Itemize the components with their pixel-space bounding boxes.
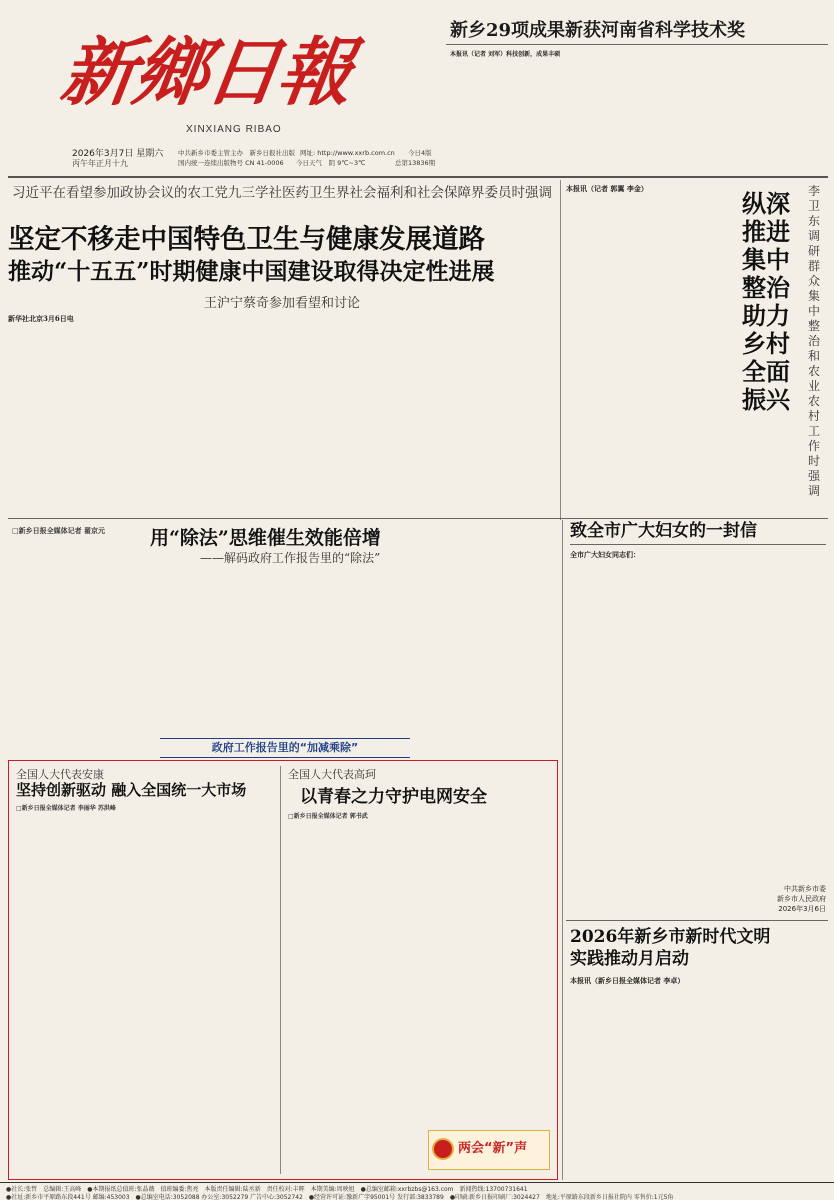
series-label-banner: 政府工作报告里的“加减乘除” (160, 738, 410, 758)
lead-title-line1: 坚定不移走中国特色卫生与健康发展道路 (8, 224, 485, 255)
weather: 今日天气 阴 9℃~3℃ (296, 159, 366, 167)
rural-byline: 本报讯（记者 郭翼 李金） (566, 184, 648, 193)
commentary-body-col4 (350, 572, 452, 734)
npc-label-1: 全国人大代表安康 (16, 768, 104, 781)
npc-body-1b (148, 804, 274, 1174)
rural-title: 纵深推进集中整治助力乡村全面振兴 (742, 189, 790, 414)
commentary-body-col2 (138, 572, 238, 734)
npc-body-2a (288, 824, 418, 1174)
rural-kicker: 李卫东调研群众集中整治和农业农村工作时强调 (808, 184, 821, 498)
edition-count: 今日4版 (408, 149, 432, 157)
commentary-subtitle: ——解码政府工作报告里的“除法” (200, 551, 381, 565)
top-story-body-col1 (450, 60, 570, 172)
letter-salutation: 全市广大妇女同志们： (570, 550, 640, 559)
letter-body-col2 (700, 550, 826, 880)
npc-title-2: 以青春之力守护电网安全 (300, 787, 487, 807)
website: 网址: http://www.xxrb.com.cn (300, 149, 395, 157)
commentary-body-col3 (244, 572, 344, 734)
lead-dateline: 新华社北京3月6日电 (8, 314, 74, 323)
top-story-body-col3 (702, 50, 826, 172)
lead-body-col1 (8, 324, 104, 512)
divider (570, 544, 826, 545)
commentary-title: 用“除法”思维催生效能倍增 (150, 527, 381, 549)
issue-number: 总第13836期 (395, 159, 436, 167)
divider (562, 520, 563, 1180)
lead-title-line2: 推动“十五五”时期健康中国建设取得决定性进展 (8, 258, 495, 285)
campaign-byline: 本报讯（新乡日报全媒体记者 李卓） (570, 976, 685, 985)
divider (8, 518, 828, 519)
rural-body-upper (566, 194, 736, 430)
publisher-line: 中共新乡市委主管主办 新乡日报社出版 (178, 149, 295, 157)
npc-body-2b (424, 770, 552, 1126)
emblem-icon (432, 1138, 454, 1160)
footer-address-line: ●社址:新乡市平原路东段441号 邮编:453003 ●总编室电话:3052088 办公室:3052279 广告中心:3052742 ●经营许可证:豫新广字95001号 发行部:3833789 ●印刷:新乡日报印刷厂:3024427 地址:平原路东段新乡日报社院内 零售价:1元5角 (6, 1194, 674, 1200)
issue-date: 2026年3月7日 星期六 (72, 149, 164, 159)
divider (0, 1182, 834, 1183)
masthead-logo: 新鄉日報 (55, 30, 357, 116)
top-story-byline: 本报讯（记者 刘军）科技创新，成果丰硕 (450, 51, 561, 58)
top-story-title: 新乡29项成果新获河南省科学技术奖 (450, 20, 746, 41)
rural-body-lower (566, 434, 826, 512)
lead-body-col3 (224, 314, 324, 512)
letter-body-col1 (570, 562, 694, 900)
commentary-body-col5 (458, 526, 558, 734)
campaign-body-col2 (700, 976, 826, 1176)
lead-body-col4 (334, 314, 434, 512)
npc-label-2: 全国人大代表高珂 (288, 768, 376, 781)
npc-byline-2: □新乡日报全媒体记者 郭书武 (288, 813, 368, 820)
npc-title-1: 坚持创新驱动 融入全国统一大市场 (16, 781, 247, 799)
commentary-byline: □新乡日报全媒体记者 翟京元 (12, 526, 106, 535)
letter-title: 致全市广大妇女的一封信 (570, 521, 757, 541)
top-story-body-col2 (576, 50, 696, 172)
divider (560, 180, 561, 520)
campaign-title-line2: 实践推动月启动 (570, 949, 689, 969)
lead-kicker: 习近平在看望参加政协会议的农工党九三学社医药卫生界社会福利和社会保障界委员时强调 (12, 185, 552, 201)
commentary-body-col1 (12, 538, 132, 734)
campaign-title-line1: 2026年新乡市新时代文明 (570, 927, 771, 947)
campaign-body-col1 (570, 988, 694, 1176)
divider (280, 766, 281, 1174)
divider (8, 176, 828, 178)
npc-byline-1: □新乡日报全媒体记者 李丽华 苏洪峰 (16, 805, 116, 812)
npc-body-1a (16, 814, 142, 1174)
footer-staff-line: ●社长:张哲 总编辑:王高峰 ●本期报纸总值班:张晶薇 值班编委:焦亮 本版责任编辑:陆丞新 责任校对:丰晖 本期美编:周映旭 ●总编室邮箱:xxrbzbs@163.com 新闻热线:13700731641 (6, 1186, 528, 1193)
letter-signature-date: 2026年3月6日 (778, 905, 826, 913)
divider (566, 920, 828, 921)
lead-body-col5 (444, 314, 556, 512)
letter-signature-org2: 新乡市人民政府 (777, 895, 826, 903)
lead-body-col2 (114, 314, 214, 512)
divider (446, 44, 828, 45)
lunar-date: 丙午年正月十九 (72, 159, 128, 168)
lead-subtitle: 王沪宁蔡奇参加看望和讨论 (203, 296, 360, 311)
npc-badge-label: 两会“新”声 (458, 1141, 528, 1156)
masthead-pinyin: XINXIANG RIBAO (186, 124, 282, 135)
cn-number: 国内统一连续出版物号 CN 41-0006 (178, 159, 284, 167)
letter-signature-org1: 中共新乡市委 (784, 885, 826, 893)
